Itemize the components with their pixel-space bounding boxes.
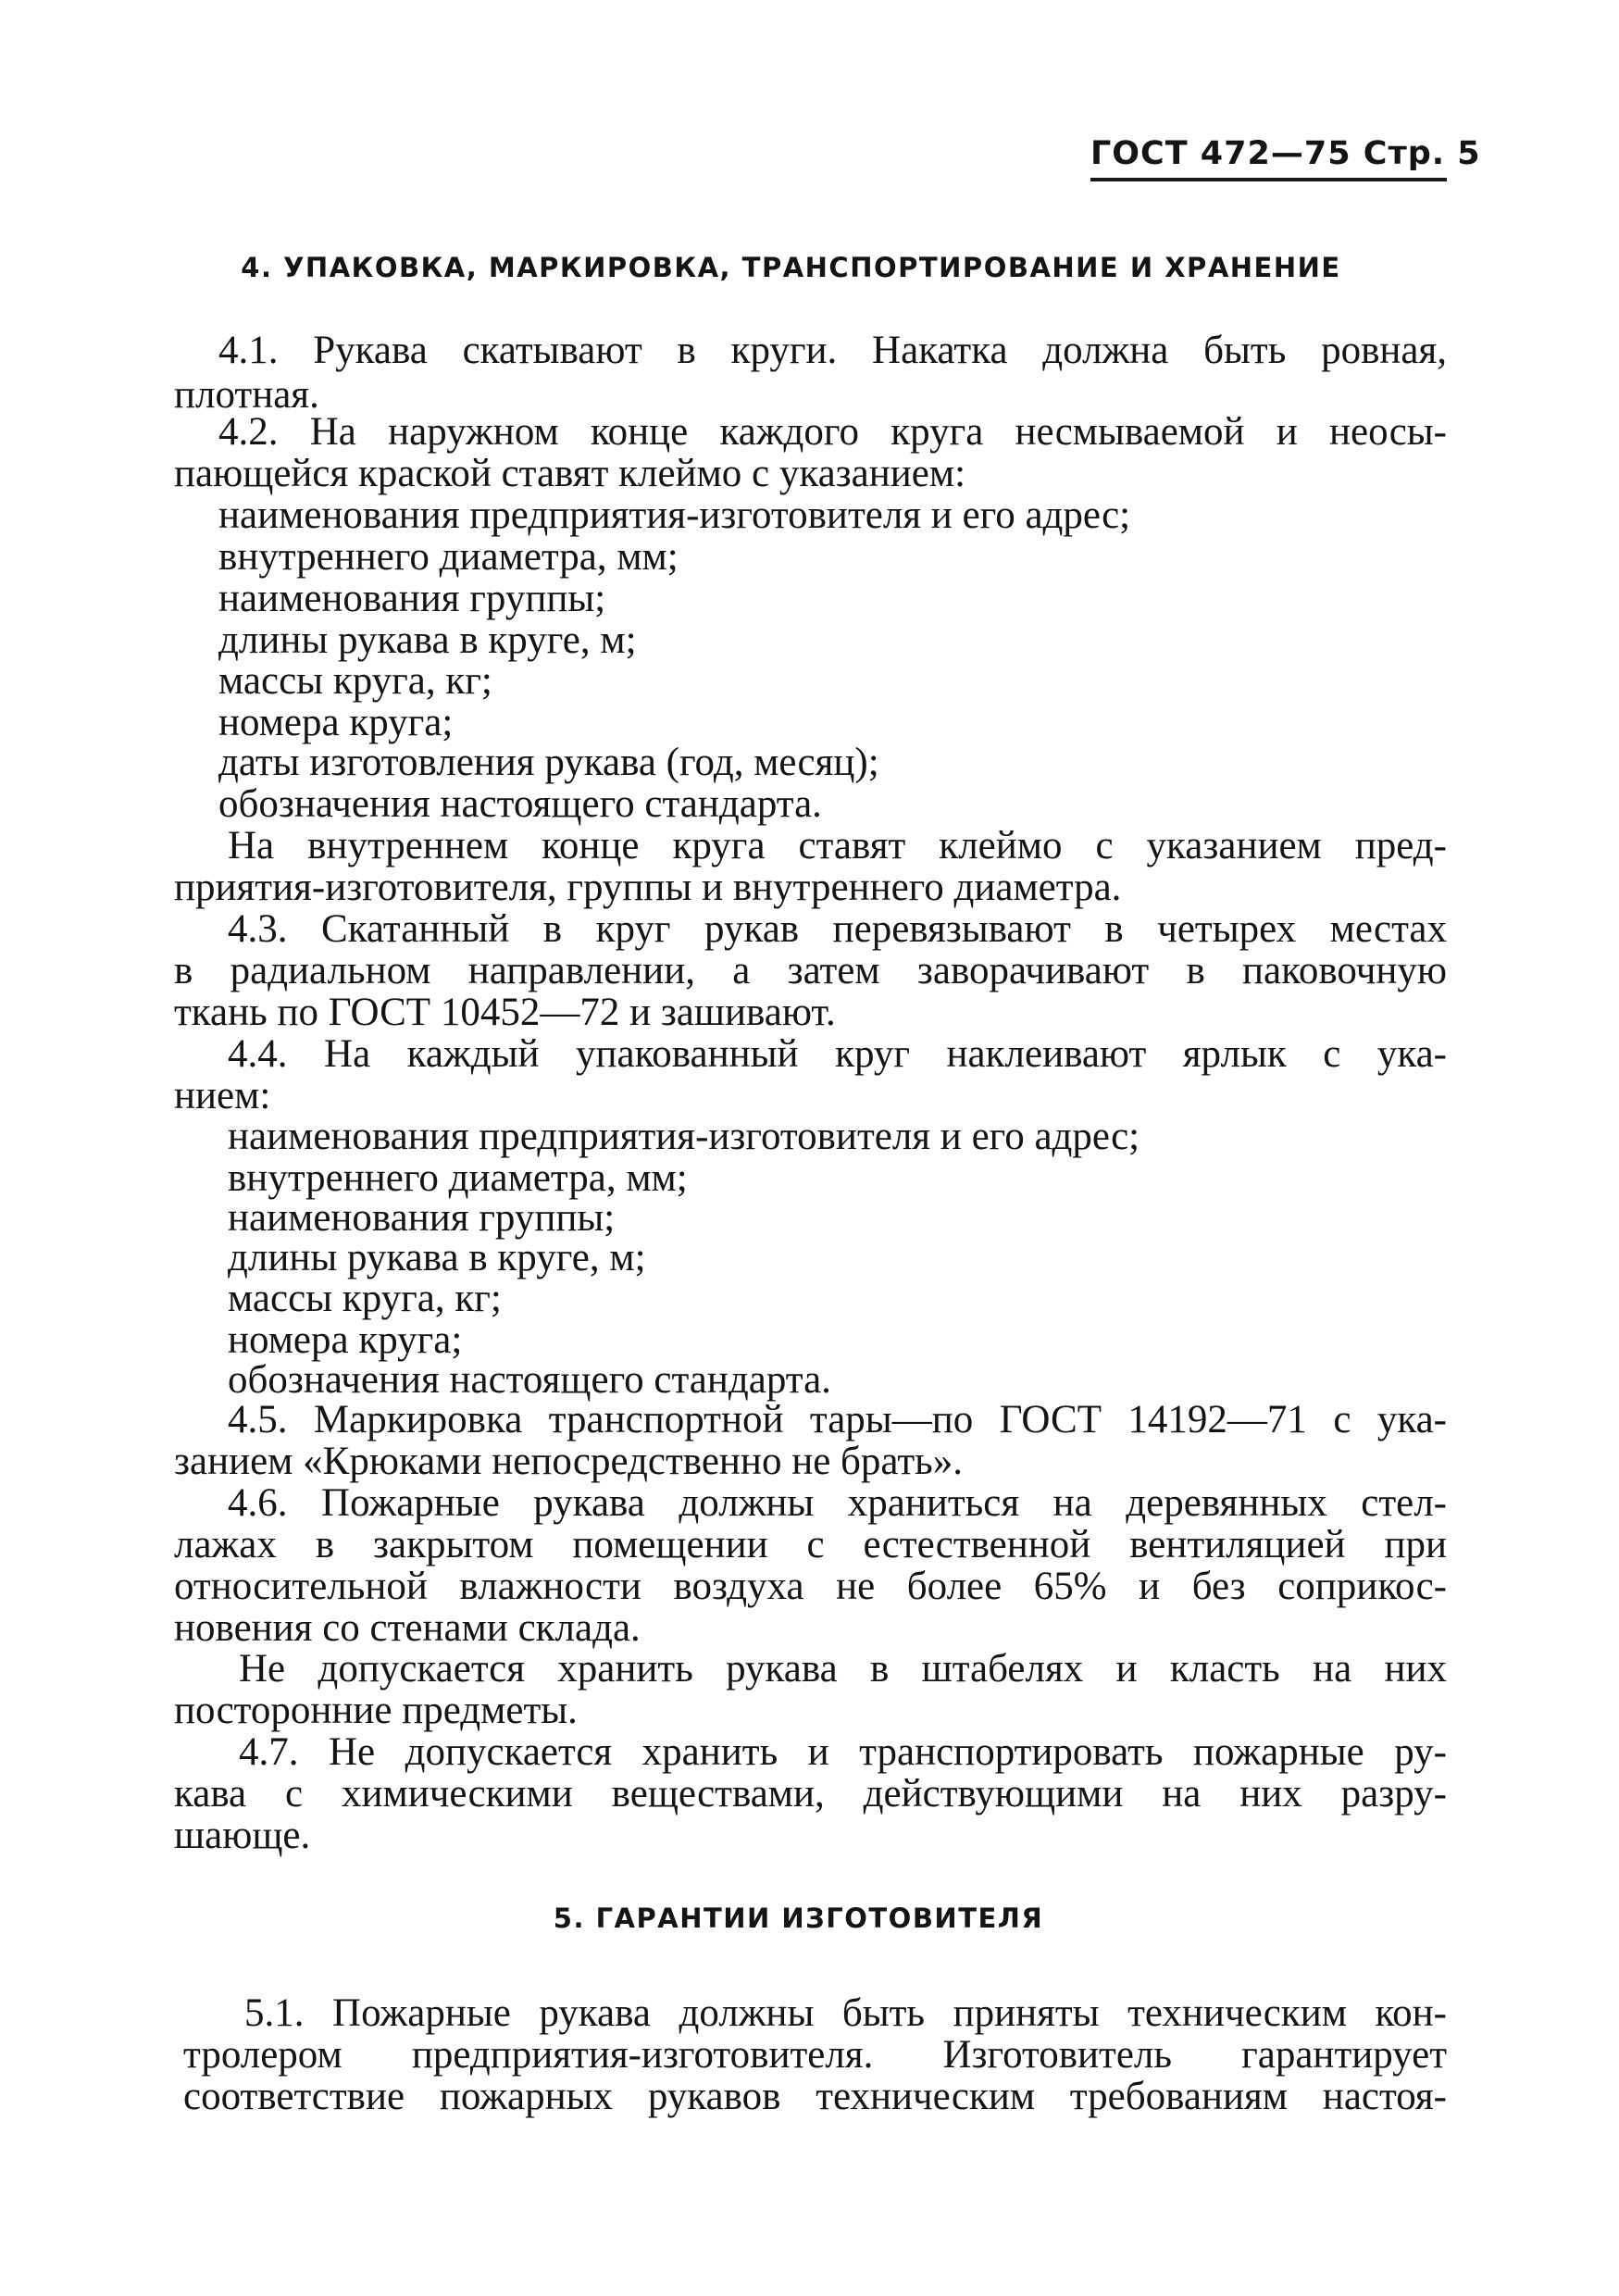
text-line: длины рукава в круге, м; [218,618,637,662]
text-line: номера круга; [218,701,454,744]
text-line: плотная. [174,373,319,417]
text-line: 4.1. Рукава скатывают в круги. Накатка должна быть ровная, [218,329,1447,372]
text-line: кава с химическими веществами, действующими на них разру- [174,1772,1447,1816]
text-line: внутреннего диаметра, мм; [228,1156,688,1200]
text-line: новения со стенами склада. [174,1606,641,1650]
text-line: шающе. [174,1814,311,1857]
text-line: номера круга; [228,1318,463,1362]
text-line: занием «Крюками непосредственно не брать». [174,1440,964,1483]
text-line: На внутреннем конце круга ставят клеймо с указанием пред- [228,824,1447,867]
text-line: в радиальном направлении, а затем заворачивают в паковочную [174,949,1447,992]
text-line: 4.4. На каждый упакованный круг наклеивают ярлык с ука- [228,1032,1447,1076]
text-line: массы круга, кг; [228,1277,502,1320]
running-header [1090,135,1481,181]
text-line: пающейся краской ставят клеймо с указанием: [174,452,966,495]
text-line: приятия-изготовителя, группы и внутреннего диаметра. [174,866,1122,909]
section-5-title: 5. ГАРАНТИИ ИЗГОТОВИТЕЛЯ [553,1903,1044,1934]
text-line: 4.2. На наружном конце каждого круга несмываемой и неосы- [218,410,1447,454]
text-line: наименования группы; [218,577,606,620]
text-line: Не допускается хранить рукава в штабелях и класть на них [239,1647,1447,1691]
text-line: 5.1. Пожарные рукава должны быть приняты техническим кон- [244,1991,1447,2035]
text-line: наименования группы; [228,1196,616,1240]
text-line: 4.3. Скатанный в круг рукав перевязывают в четырех местах [228,907,1447,951]
text-line: внутреннего диаметра, мм; [218,535,679,579]
text-line: относительной влажности воздуха не более 65% и без соприкос- [174,1565,1447,1608]
section-4-title: 4. УПАКОВКА, МАРКИРОВКА, ТРАНСПОРТИРОВАНИЕ И ХРАНЕНИЕ [241,252,1341,283]
text-line: 4.5. Маркировка транспортной тары—по ГОСТ 14192—71 с ука- [228,1398,1447,1441]
text-line: нием: [174,1074,271,1117]
text-line: ткань по ГОСТ 10452—72 и зашивают. [174,991,836,1034]
text-line: даты изготовления рукава (год, месяц); [218,741,879,784]
text-line: 4.7. Не допускается хранить и транспортировать пожарные ру- [239,1730,1447,1774]
text-line: наименования предприятия-изготовителя и его адрес; [218,493,1131,537]
text-line: тролером предприятия-изготовителя. Изготовитель гарантирует [183,2033,1447,2077]
text-line: наименования предприятия-изготовителя и его адрес; [228,1115,1140,1158]
document-id: ГОСТ 472—75 [1090,135,1351,172]
text-line: лажах в закрытом помещении с естественной вентиляцией при [174,1523,1447,1566]
text-line: 4.6. Пожарные рукава должны храниться на деревянных стел- [228,1481,1447,1525]
page-number: Стр. 5 [1363,135,1481,172]
text-line: массы круга, кг; [218,659,492,703]
text-line: обозначения настоящего стандарта. [218,782,822,826]
text-line: соответствие пожарных рукавов техническим требованиям настоя- [183,2075,1447,2118]
text-line: обозначения настоящего стандарта. [228,1358,831,1402]
text-line: посторонние предметы. [174,1689,578,1732]
text-line: длины рукава в круге, м; [228,1236,646,1279]
